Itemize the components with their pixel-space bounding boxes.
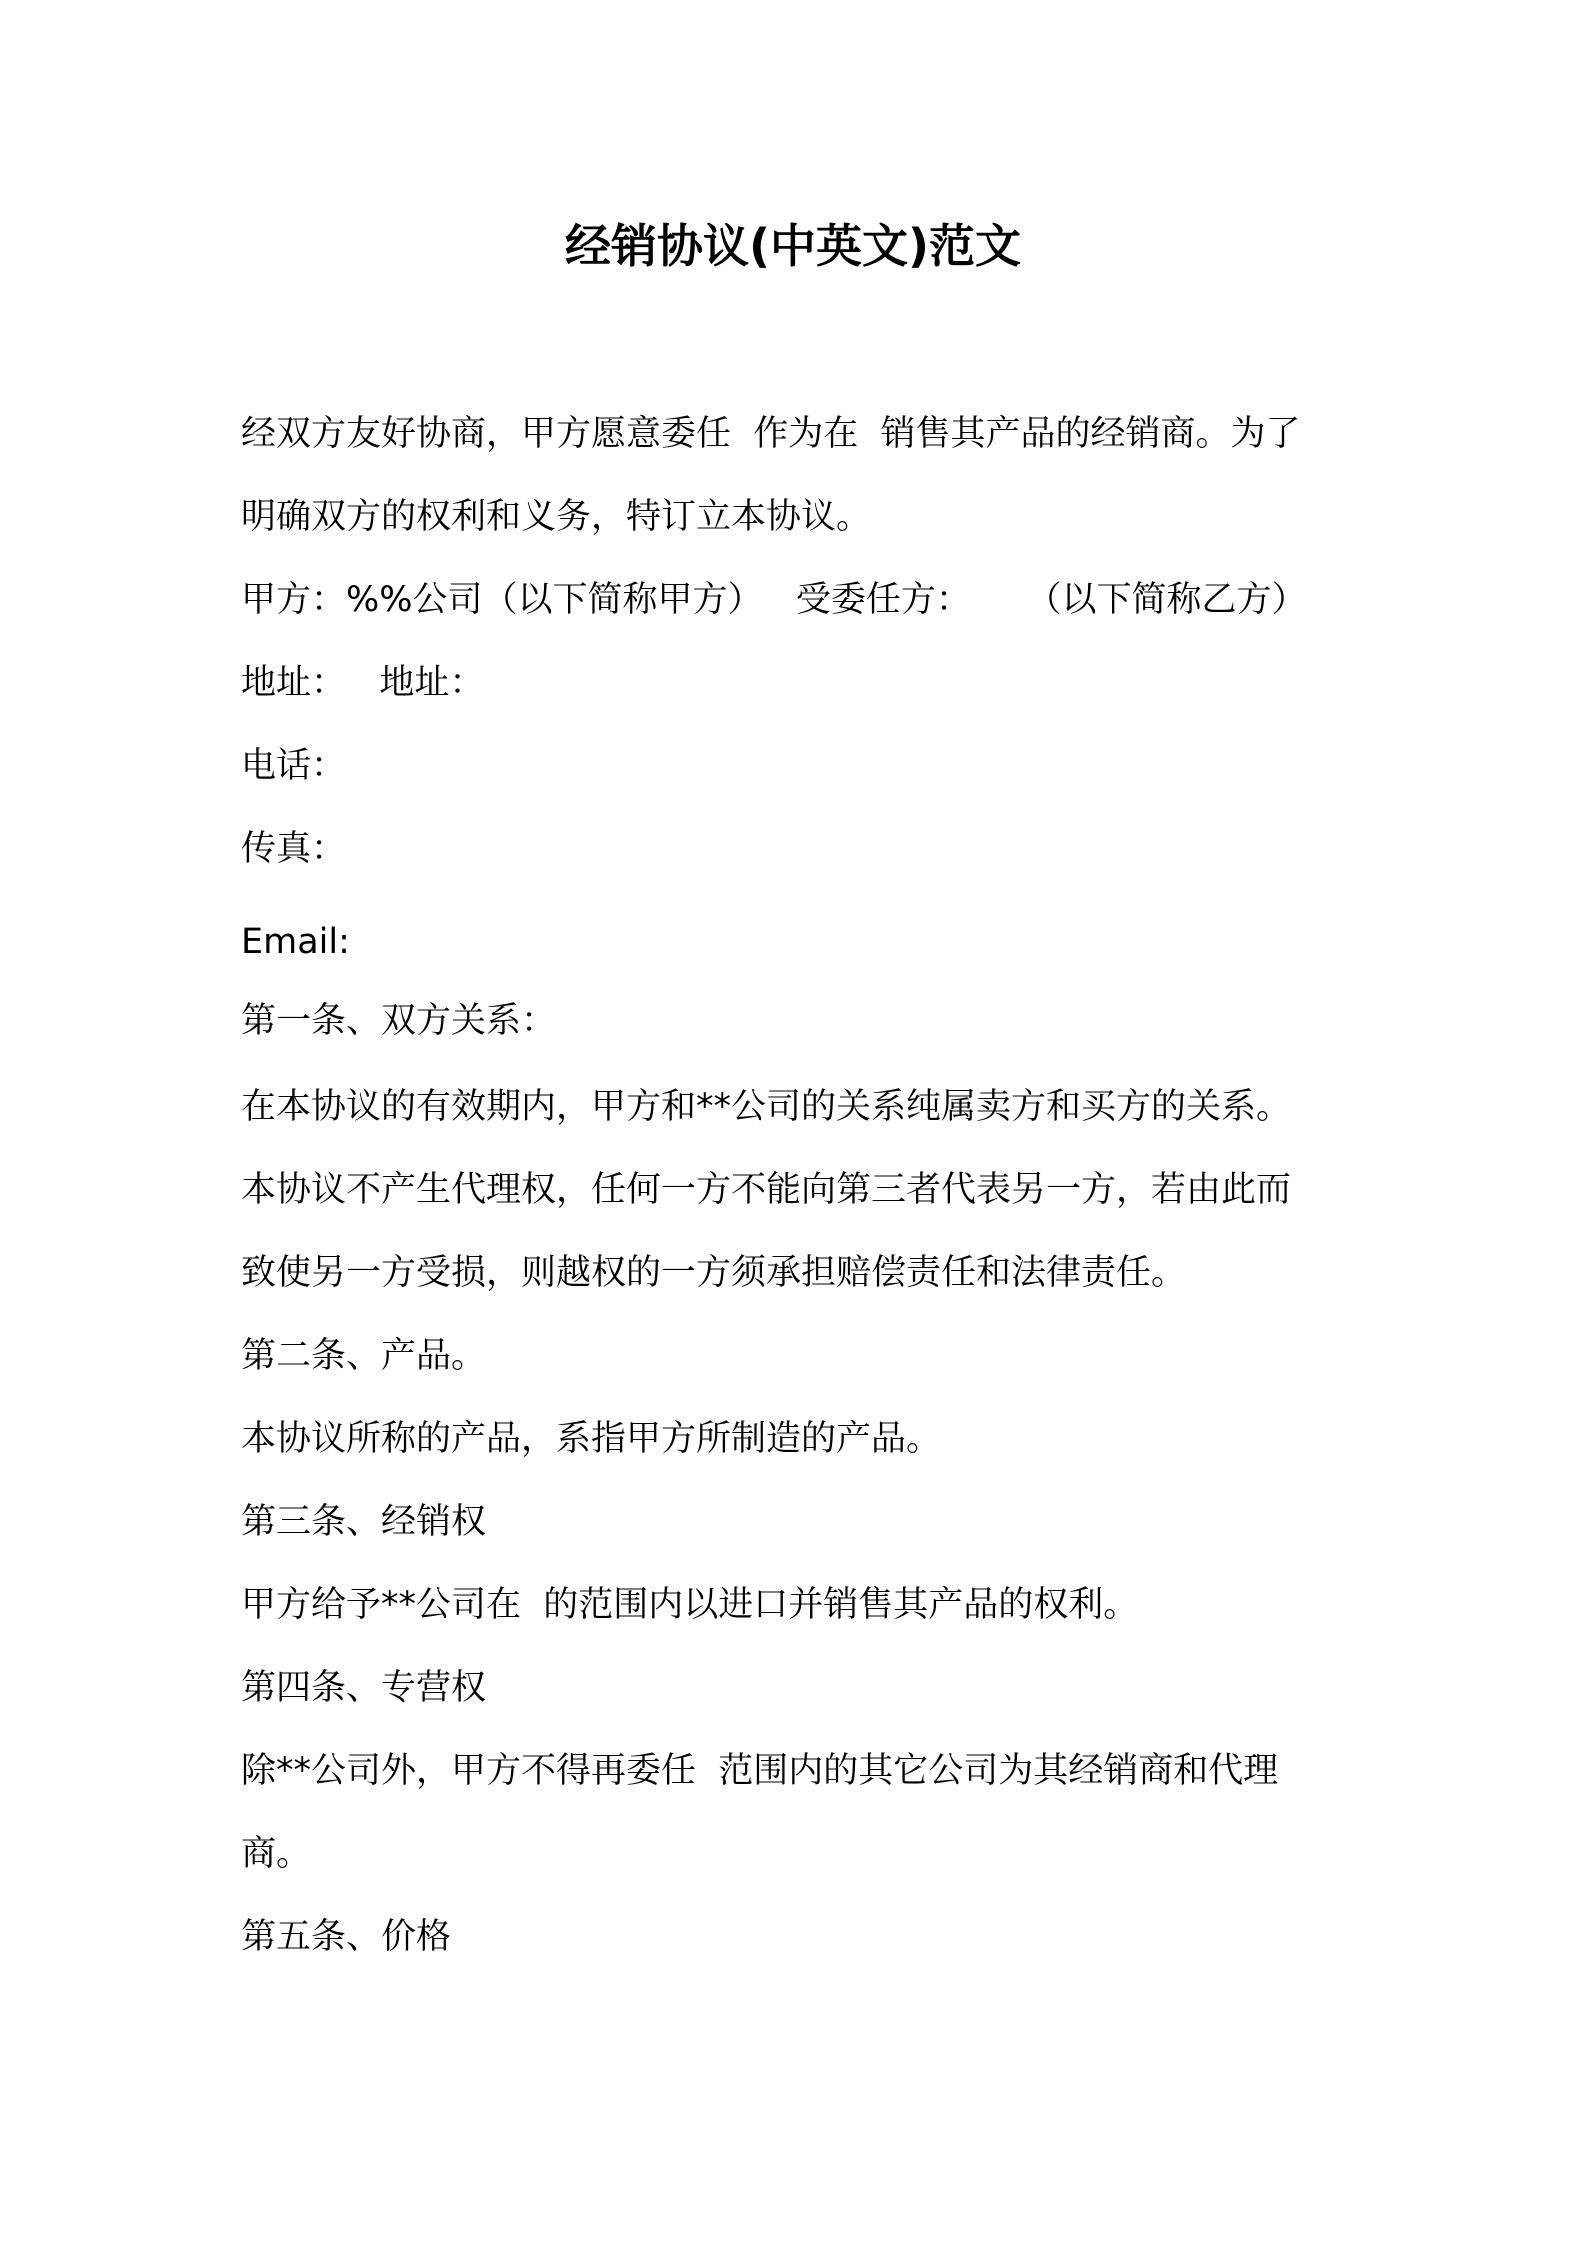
paragraph-line: 本协议不产生代理权，任何一方不能向第三者代表另一方，若由此而	[241, 1170, 1292, 1210]
fax-line: 传真：	[241, 829, 347, 869]
paragraph-line: 致使另一方受损，则越权的一方须承担赔偿责任和法律责任。	[241, 1253, 1187, 1293]
email-line: Email:	[241, 922, 350, 962]
document-title: 经销协议(中英文)范文	[564, 219, 1022, 273]
article-2-heading: 第二条、产品。	[241, 1336, 487, 1376]
paragraph-line: 商。	[241, 1834, 312, 1874]
article-1-heading: 第一条、双方关系：	[241, 1001, 557, 1041]
paragraph-line: 明确双方的权利和义务，特订立本协议。	[241, 497, 872, 537]
phone-line: 电话：	[241, 746, 347, 786]
paragraph-line: 经双方友好协商，甲方愿意委任 作为在 销售其产品的经销商。为了	[241, 414, 1301, 454]
paragraph-line: 除**公司外，甲方不得再委任 范围内的其它公司为其经销商和代理	[241, 1751, 1279, 1791]
paragraph-line: 在本协议的有效期内，甲方和**公司的关系纯属卖方和买方的关系。	[241, 1087, 1292, 1127]
article-4-heading: 第四条、专营权	[241, 1668, 487, 1708]
article-3-heading: 第三条、经销权	[241, 1502, 487, 1542]
paragraph-line: 本协议所称的产品，系指甲方所制造的产品。	[241, 1419, 942, 1459]
article-5-heading: 第五条、价格	[241, 1917, 452, 1957]
address-line: 地址： 地址：	[241, 663, 485, 703]
party-a-line: 甲方：%%公司（以下简称甲方） 受委任方： （以下简称乙方）	[241, 580, 1307, 620]
paragraph-line: 甲方给予**公司在 的范围内以进口并销售其产品的权利。	[241, 1585, 1139, 1625]
